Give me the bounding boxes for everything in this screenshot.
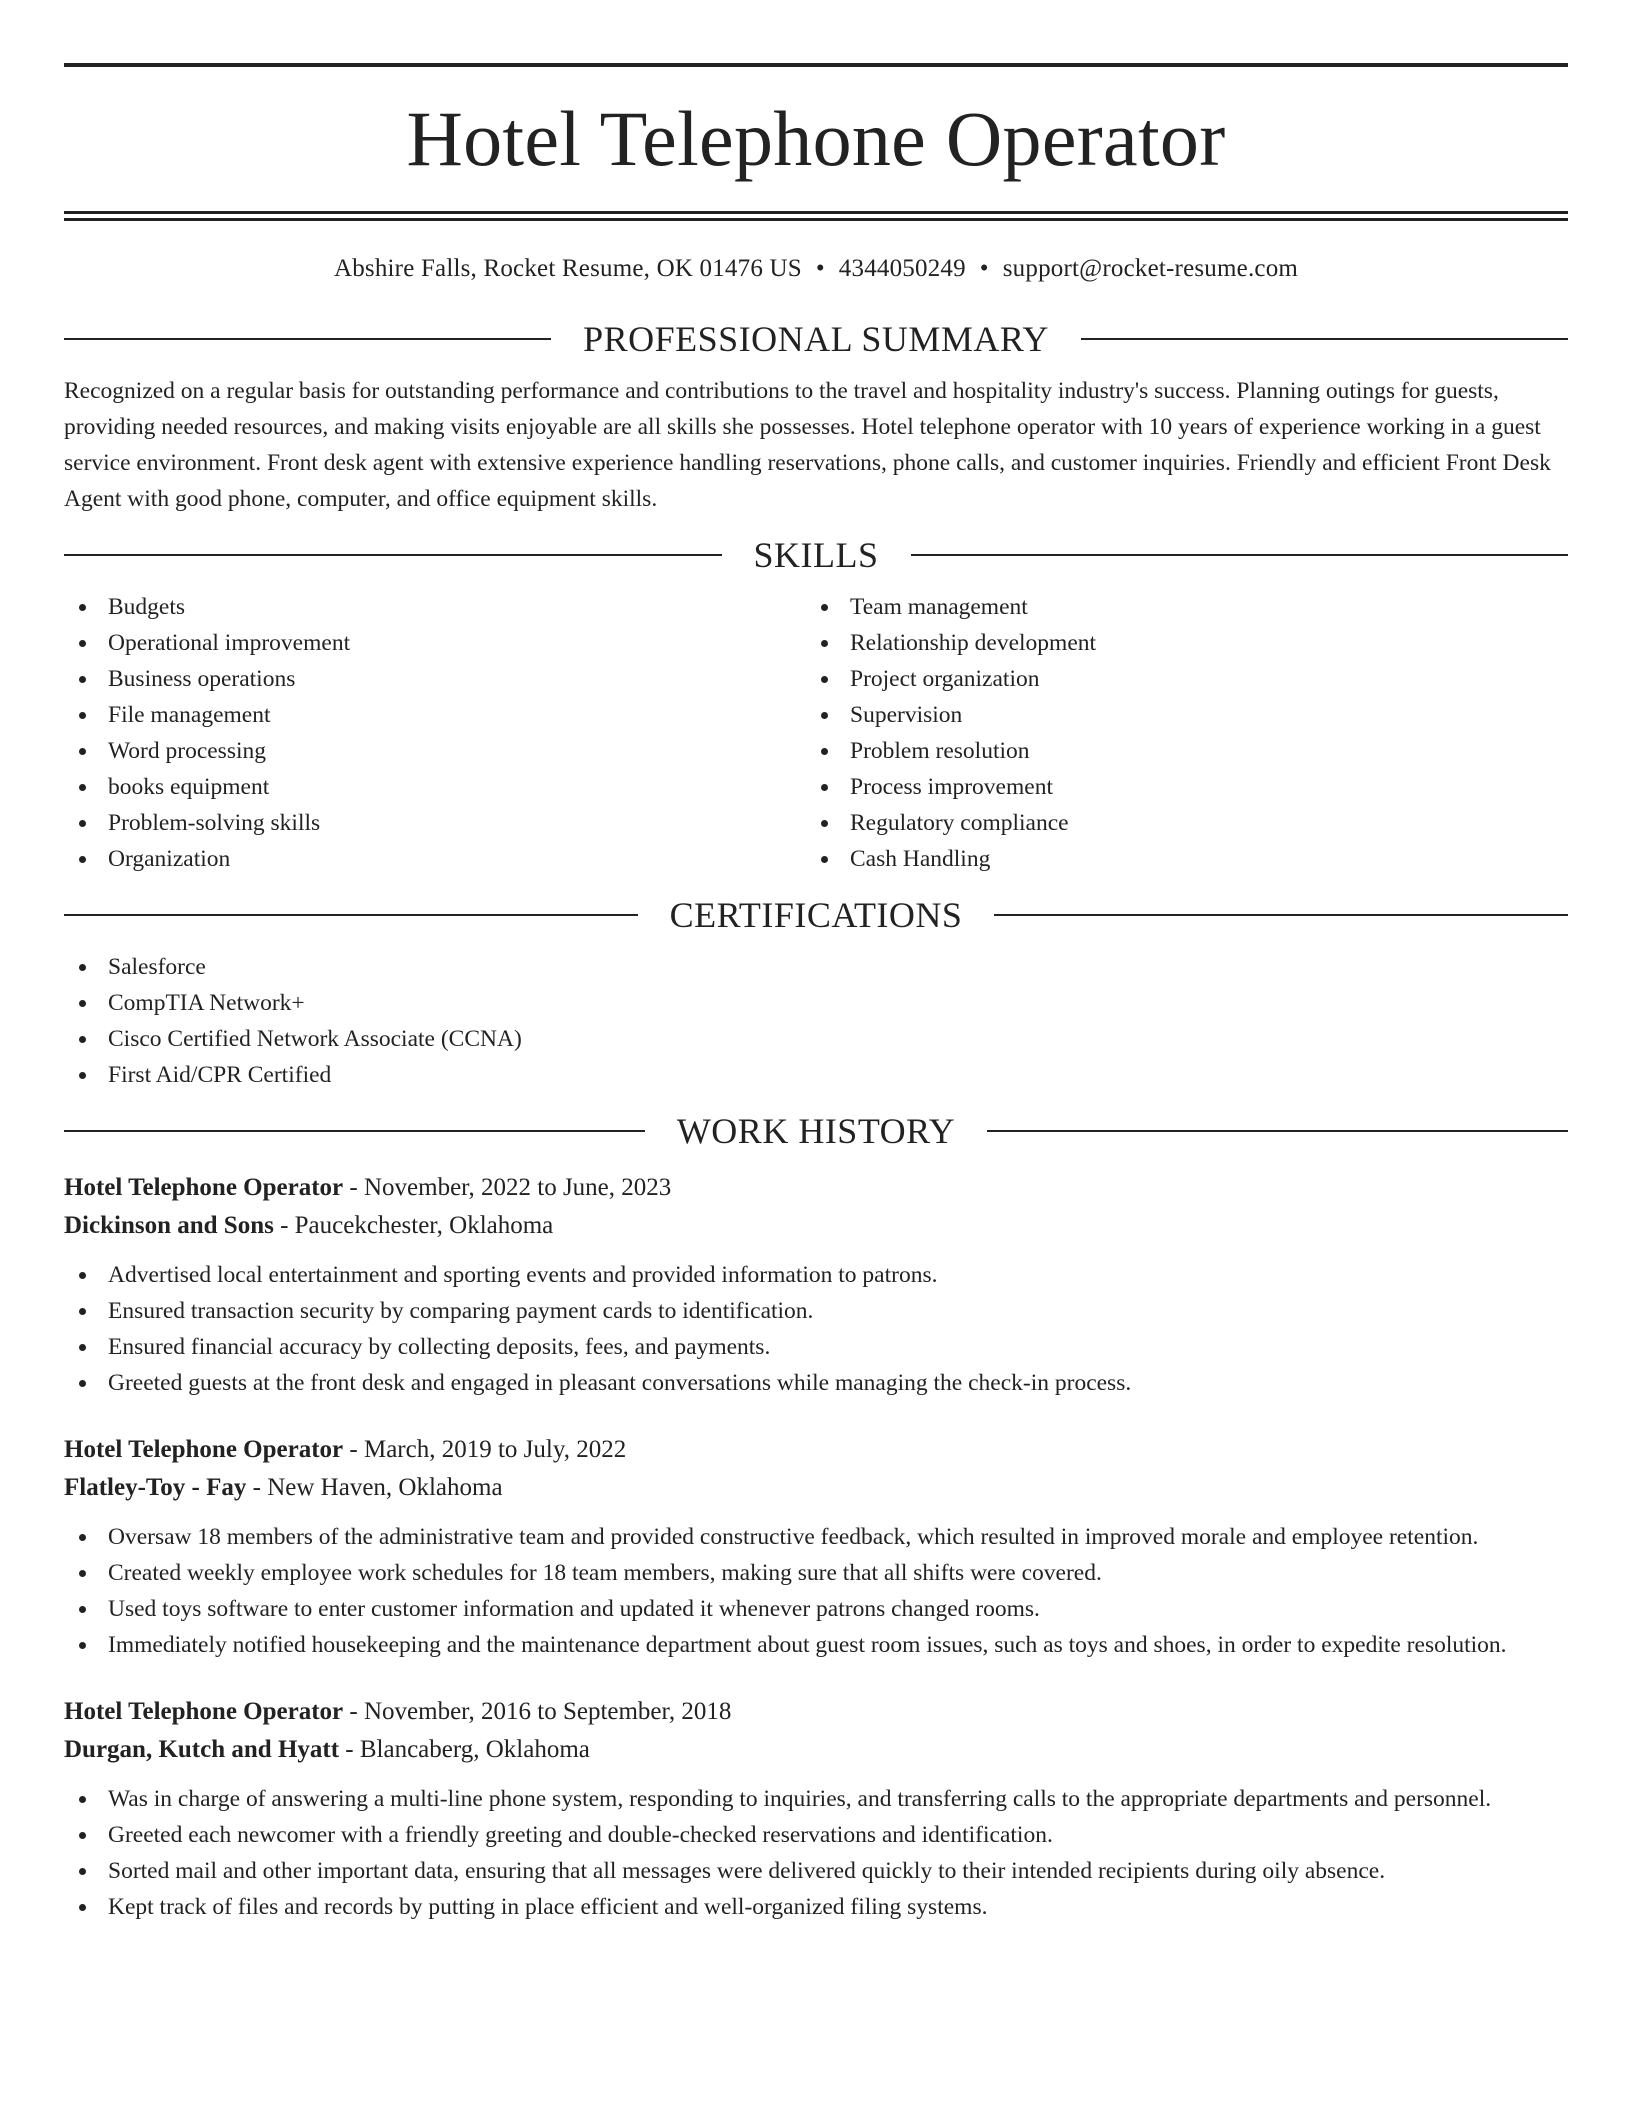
section-divider	[64, 1130, 645, 1132]
skill-item: Problem resolution	[806, 733, 1548, 769]
job-entry	[64, 1169, 1568, 1401]
skills-heading: SKILLS	[753, 535, 879, 575]
job-bullet: Created weekly employee work schedules for 18 team members, making sure that all shifts were covered.	[64, 1555, 1568, 1591]
job-bullet: Advertised local entertainment and sporting events and provided information to patrons.	[64, 1257, 1568, 1293]
job-bullet: Was in charge of answering a multi-line phone system, responding to inquiries, and transferring calls to the appropriate departments and personnel.	[64, 1781, 1568, 1817]
section-divider	[64, 554, 722, 556]
skill-item: Organization	[64, 841, 806, 877]
certification-item: CompTIA Network+	[64, 985, 1568, 1021]
job-location: - Paucekchester, Oklahoma	[273, 1212, 554, 1239]
job-company: Dickinson and Sons	[64, 1212, 274, 1239]
summary-heading: PROFESSIONAL SUMMARY	[583, 319, 1049, 359]
contact-phone: 4344050249	[838, 255, 966, 282]
certifications-list	[64, 949, 1568, 1093]
contact-separator: •	[979, 255, 989, 282]
skills-list-left	[64, 589, 806, 877]
skill-item: Project organization	[806, 661, 1548, 697]
certifications-section-header	[64, 893, 1568, 937]
work-heading: WORK HISTORY	[676, 1111, 956, 1151]
job-bullets	[64, 1519, 1568, 1663]
job-title: Hotel Telephone Operator	[64, 1698, 344, 1725]
header-top-rule	[64, 63, 1568, 67]
job-entry	[64, 1431, 1568, 1663]
summary-text: Recognized on a regular basis for outstanding performance and contributions to the travel and hospitality industry's success. Planning outings for guests, providing needed resources, and making visits enjoyable are all skills she possesses. Hotel telephone operator with 10 years of experience working in a guest service environment. Front desk agent with extensive experience handling reservations, phone calls, and customer inquiries. Friendly and efficient Front Desk Agent with good phone, computer, and office equipment skills.	[64, 378, 1551, 512]
skill-item: books equipment	[64, 769, 806, 805]
certifications-heading: CERTIFICATIONS	[669, 895, 963, 935]
job-dates: - March, 2019 to July, 2022	[343, 1436, 627, 1463]
job-title: Hotel Telephone Operator	[64, 1174, 344, 1201]
job-title-line	[64, 1431, 1568, 1469]
work-section-header	[64, 1109, 1568, 1153]
skill-item: Team management	[806, 589, 1548, 625]
job-bullet: Ensured transaction security by comparing payment cards to identification.	[64, 1293, 1568, 1329]
resume-title: Hotel Telephone Operator	[406, 95, 1226, 182]
skill-item: Cash Handling	[806, 841, 1548, 877]
job-entry	[64, 1693, 1568, 1925]
job-bullet: Greeted each newcomer with a friendly greeting and double-checked reservations and identification.	[64, 1817, 1568, 1853]
skill-item: Word processing	[64, 733, 806, 769]
skill-item: Relationship development	[806, 625, 1548, 661]
skill-item: Supervision	[806, 697, 1548, 733]
job-bullets	[64, 1257, 1568, 1401]
job-bullet: Greeted guests at the front desk and engaged in pleasant conversations while managing the check-in process.	[64, 1365, 1568, 1401]
contact-separator: •	[815, 255, 825, 282]
skill-item: Operational improvement	[64, 625, 806, 661]
skills-section-header	[64, 533, 1568, 577]
section-divider	[987, 1130, 1568, 1132]
certification-item: Salesforce	[64, 949, 1568, 985]
certification-item: First Aid/CPR Certified	[64, 1057, 1568, 1093]
skill-item: Business operations	[64, 661, 806, 697]
skill-item: Process improvement	[806, 769, 1548, 805]
job-bullet: Oversaw 18 members of the administrative team and provided constructive feedback, which resulted in improved morale and employee retention.	[64, 1519, 1568, 1555]
skill-item: File management	[64, 697, 806, 733]
job-location: - New Haven, Oklahoma	[246, 1474, 503, 1501]
contact-address: Abshire Falls, Rocket Resume, OK 01476 US	[333, 255, 802, 282]
job-title-line	[64, 1169, 1568, 1207]
section-divider	[994, 914, 1568, 916]
skill-item: Problem-solving skills	[64, 805, 806, 841]
section-divider	[64, 338, 551, 340]
certification-item: Cisco Certified Network Associate (CCNA)	[64, 1021, 1568, 1057]
job-company-line	[64, 1731, 1568, 1769]
resume-page	[64, 0, 1568, 1925]
job-bullet: Used toys software to enter customer information and updated it whenever patrons changed rooms.	[64, 1591, 1568, 1627]
section-divider	[1081, 338, 1568, 340]
job-company-line	[64, 1207, 1568, 1245]
contact-email: support@rocket-resume.com	[1002, 255, 1299, 282]
job-bullet: Immediately notified housekeeping and the maintenance department about guest room issues, such as toys and shoes, in order to expedite resolution.	[64, 1627, 1568, 1663]
section-divider	[911, 554, 1569, 556]
section-divider	[64, 914, 638, 916]
job-title-line	[64, 1693, 1568, 1731]
job-title: Hotel Telephone Operator	[64, 1436, 344, 1463]
job-bullet: Kept track of files and records by putting in place efficient and well-organized filing systems.	[64, 1889, 1568, 1925]
job-bullets	[64, 1781, 1568, 1925]
skills-columns	[64, 589, 1568, 877]
job-dates: - November, 2016 to September, 2018	[343, 1698, 732, 1725]
job-company: Flatley-Toy - Fay	[64, 1474, 247, 1501]
job-location: - Blancaberg, Oklahoma	[339, 1736, 590, 1763]
summary-section-header	[64, 317, 1568, 361]
skill-item: Regulatory compliance	[806, 805, 1548, 841]
skill-item: Budgets	[64, 589, 806, 625]
job-company: Durgan, Kutch and Hyatt	[64, 1736, 340, 1763]
job-dates: - November, 2022 to June, 2023	[343, 1174, 672, 1201]
header-double-rule	[64, 211, 1568, 221]
job-bullet: Sorted mail and other important data, ensuring that all messages were delivered quickly to their intended recipients during oily absence.	[64, 1853, 1568, 1889]
job-company-line	[64, 1469, 1568, 1507]
job-bullet: Ensured financial accuracy by collecting deposits, fees, and payments.	[64, 1329, 1568, 1365]
contact-line	[64, 254, 1568, 284]
skills-list-right	[806, 589, 1548, 877]
